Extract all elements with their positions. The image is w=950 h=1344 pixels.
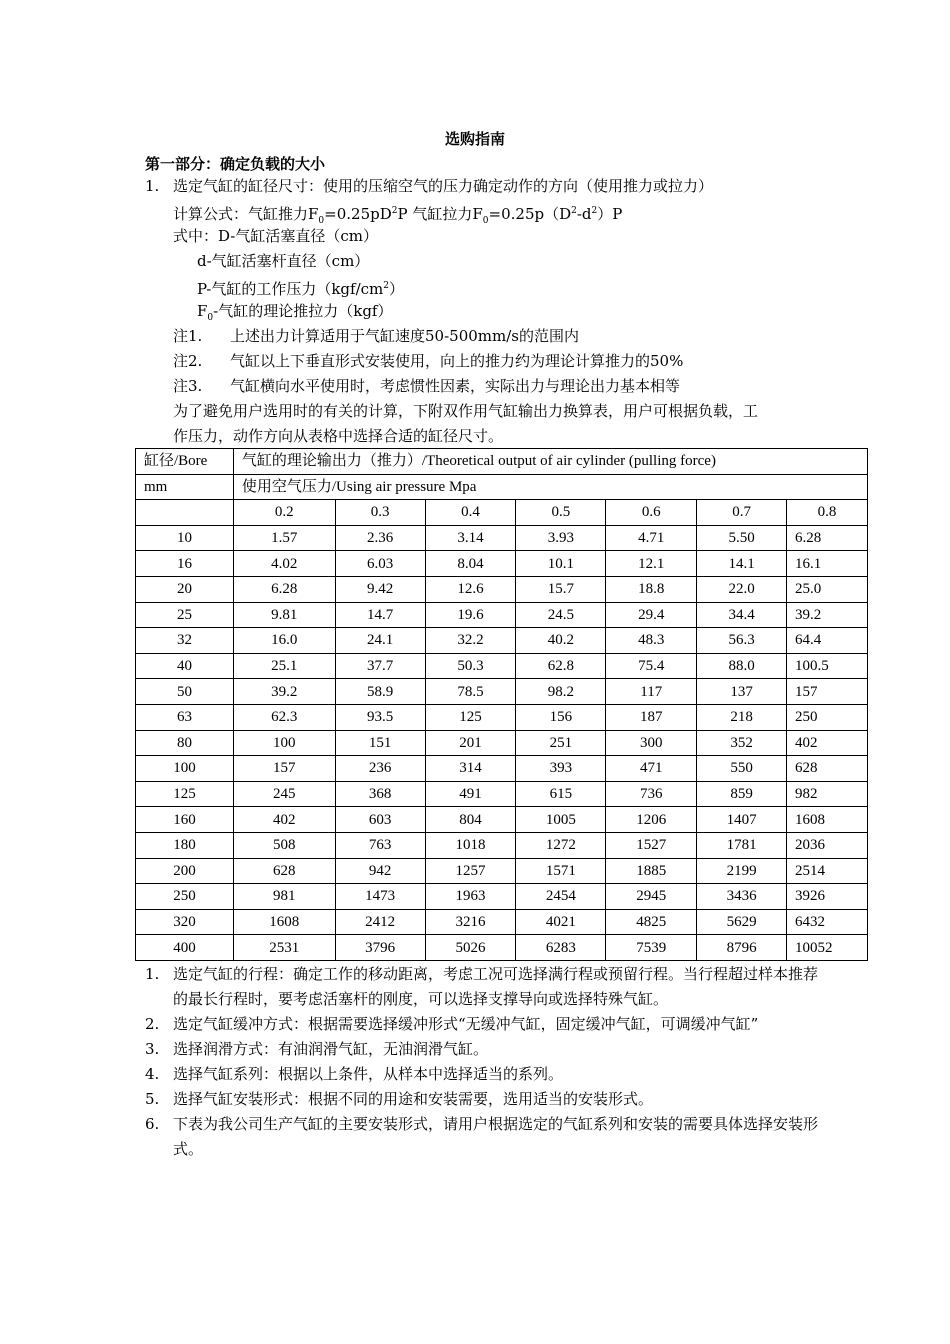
list-item-text: 选择气缸系列：根据以上条件，从样本中选择适当的系列。	[173, 1065, 564, 1083]
output-cell: 29.4	[606, 602, 697, 628]
list-item-text: 选定气缸的行程：确定工作的移动距离，考虑工况可选择满行程或预留行程。当行程超过样本推荐的最长行程时，要考虑活塞杆的刚度，可以选择支撑导向或选择特殊气缸。	[173, 965, 819, 1008]
bore-cell: 16	[136, 551, 234, 577]
bore-cell: 25	[136, 602, 234, 628]
output-cell: 804	[425, 807, 516, 833]
formula-sub: 0	[318, 216, 325, 226]
output-cell: 859	[697, 781, 787, 807]
output-cell: 19.6	[425, 602, 516, 628]
definition-text: -气缸的理论推拉力（kgf）	[213, 302, 393, 320]
list-item-number: 3.	[145, 1040, 160, 1058]
pressure-row	[136, 500, 868, 526]
definition-sup: 2	[383, 281, 389, 291]
output-cell: 1963	[425, 884, 516, 910]
output-cell: 16.0	[233, 628, 335, 654]
output-cell: 24.5	[516, 602, 606, 628]
pressure-value: 0.3	[335, 500, 425, 526]
note-label: 注2.	[173, 352, 203, 370]
output-cell: 1608	[787, 807, 868, 833]
output-cell: 236	[335, 756, 425, 782]
bore-cell: 63	[136, 704, 234, 730]
output-cell: 3796	[335, 935, 425, 961]
formula-sup: 2	[391, 206, 398, 216]
output-cell: 12.6	[425, 576, 516, 602]
output-cell: 615	[516, 781, 606, 807]
output-cell: 1885	[606, 858, 697, 884]
output-cell: 4825	[606, 909, 697, 935]
table-row	[136, 653, 868, 679]
formula-sub: 0	[482, 216, 489, 226]
output-cell: 3436	[697, 884, 787, 910]
output-cell: 201	[425, 730, 516, 756]
output-cell: 9.81	[233, 602, 335, 628]
output-cell: 14.7	[335, 602, 425, 628]
pressure-value: 0.8	[787, 500, 868, 526]
output-cell: 1608	[233, 909, 335, 935]
output-cell: 39.2	[233, 679, 335, 705]
output-cell: 5.50	[697, 525, 787, 551]
definition-p	[197, 276, 404, 299]
definition-sub: 0	[207, 313, 214, 323]
output-cell: 5629	[697, 909, 787, 935]
item-cylinder-bore	[145, 176, 713, 196]
output-cell: 981	[233, 884, 335, 910]
pressure-value: 0.4	[425, 500, 516, 526]
output-cell: 6283	[516, 935, 606, 961]
formula-part: -d	[576, 205, 592, 223]
output-cell: 157	[787, 679, 868, 705]
bore-cell: 180	[136, 832, 234, 858]
output-cell: 763	[335, 832, 425, 858]
list-item-text: 选择润滑方式：有油润滑气缸，无油润滑气缸。	[173, 1040, 489, 1058]
output-cell: 3216	[425, 909, 516, 935]
definition-text: ）	[389, 280, 405, 298]
output-cell: 10052	[787, 935, 868, 961]
list-item-number: 1.	[145, 965, 160, 983]
output-cell: 6.28	[233, 576, 335, 602]
output-cell: 736	[606, 781, 697, 807]
output-cell: 628	[233, 858, 335, 884]
output-cell: 125	[425, 704, 516, 730]
note-1	[173, 326, 579, 346]
output-cell: 34.4	[697, 602, 787, 628]
output-cell: 402	[233, 807, 335, 833]
output-cell: 58.9	[335, 679, 425, 705]
output-cell: 157	[233, 756, 335, 782]
item-text: 选定气缸的缸径尺寸：使用的压缩空气的压力确定动作的方向（使用推力或拉力）	[173, 177, 714, 195]
output-cell: 56.3	[697, 628, 787, 654]
output-cell: 603	[335, 807, 425, 833]
formula-part: =0.25pD	[324, 205, 392, 223]
output-cell: 48.3	[606, 628, 697, 654]
table-header-row	[136, 474, 868, 500]
output-cell: 2412	[335, 909, 425, 935]
output-cell: 352	[697, 730, 787, 756]
note-label: 注1.	[173, 327, 203, 345]
output-cell: 1.57	[233, 525, 335, 551]
output-cell: 7539	[606, 935, 697, 961]
output-cell: 75.4	[606, 653, 697, 679]
output-cell: 1005	[516, 807, 606, 833]
output-cell: 14.1	[697, 551, 787, 577]
bore-cell: 10	[136, 525, 234, 551]
note-2	[173, 351, 683, 371]
output-cell: 2199	[697, 858, 787, 884]
pressure-header: 使用空气压力/Using air pressure Mpa	[233, 474, 867, 500]
list-item-number: 4.	[145, 1065, 160, 1083]
output-cell: 15.7	[516, 576, 606, 602]
output-cell: 78.5	[425, 679, 516, 705]
output-cell: 2531	[233, 935, 335, 961]
output-cell: 2514	[787, 858, 868, 884]
bore-cell: 400	[136, 935, 234, 961]
table-row	[136, 884, 868, 910]
list-item	[145, 1062, 825, 1087]
output-cell: 8796	[697, 935, 787, 961]
bore-cell: 20	[136, 576, 234, 602]
table-row	[136, 730, 868, 756]
output-cell: 6432	[787, 909, 868, 935]
output-cell: 368	[335, 781, 425, 807]
pressure-value: 0.2	[233, 500, 335, 526]
output-cell: 137	[697, 679, 787, 705]
list-item	[145, 1037, 825, 1062]
intro-paragraph-line-2: 作压力，动作方向从表格中选择合适的缸径尺寸。	[173, 427, 504, 445]
output-header: 气缸的理论输出力（推力）/Theoretical output of air cylinder (pulling force)	[233, 449, 867, 475]
output-cell: 16.1	[787, 551, 868, 577]
list-item-text: 下表为我公司生产气缸的主要安装形式，请用户根据选定的气缸系列和安装的需要具体选择安装形式。	[173, 1115, 819, 1158]
output-cell: 1407	[697, 807, 787, 833]
formula-part: P 气缸拉力F	[397, 205, 483, 223]
output-cell: 251	[516, 730, 606, 756]
output-cell: 1781	[697, 832, 787, 858]
output-cell: 22.0	[697, 576, 787, 602]
output-cell: 1571	[516, 858, 606, 884]
table-row	[136, 935, 868, 961]
note-text: 气缸横向水平使用时，考虑惯性因素，实际出力与理论出力基本相等	[230, 377, 681, 395]
output-cell: 250	[787, 704, 868, 730]
note-text: 上述出力计算适用于气缸速度50-500mm/s的范围内	[230, 327, 579, 345]
output-cell: 218	[697, 704, 787, 730]
bore-cell: 200	[136, 858, 234, 884]
note-label: 注3.	[173, 377, 203, 395]
intro-paragraph-line-1: 为了避免用户选用时的有关的计算，下附双作用气缸输出力换算表，用户可根据负载，工	[173, 402, 759, 420]
list-item-number: 2.	[145, 1015, 160, 1033]
output-cell: 1257	[425, 858, 516, 884]
output-cell: 9.42	[335, 576, 425, 602]
page-title: 选购指南	[444, 130, 505, 148]
output-cell: 1018	[425, 832, 516, 858]
where-line: 式中：D-气缸活塞直径（cm）	[173, 227, 378, 245]
table-row	[136, 832, 868, 858]
table-row	[136, 525, 868, 551]
pressure-value: 0.5	[516, 500, 606, 526]
output-cell: 6.03	[335, 551, 425, 577]
output-cell: 550	[697, 756, 787, 782]
formula-part: 计算公式：气缸推力F	[173, 205, 319, 223]
output-cell: 151	[335, 730, 425, 756]
output-cell: 491	[425, 781, 516, 807]
output-cell: 50.3	[425, 653, 516, 679]
output-cell: 1473	[335, 884, 425, 910]
formula-sup: 2	[591, 206, 598, 216]
table-row	[136, 628, 868, 654]
output-cell: 187	[606, 704, 697, 730]
list-item-number: 6.	[145, 1115, 160, 1133]
output-cell: 12.1	[606, 551, 697, 577]
output-cell: 25.0	[787, 576, 868, 602]
output-cell: 8.04	[425, 551, 516, 577]
list-item	[145, 1112, 825, 1162]
table-row	[136, 781, 868, 807]
output-cell: 156	[516, 704, 606, 730]
list-item	[145, 962, 825, 1012]
note-3	[173, 376, 680, 396]
output-cell: 24.1	[335, 628, 425, 654]
output-cell: 88.0	[697, 653, 787, 679]
output-cell: 2454	[516, 884, 606, 910]
bore-cell: 80	[136, 730, 234, 756]
table-row	[136, 909, 868, 935]
table-row	[136, 551, 868, 577]
bore-cell: 40	[136, 653, 234, 679]
output-cell: 471	[606, 756, 697, 782]
output-cell: 508	[233, 832, 335, 858]
bore-header: 缸径/Bore	[136, 449, 234, 475]
output-cell: 2945	[606, 884, 697, 910]
output-cell: 62.3	[233, 704, 335, 730]
output-cell: 1527	[606, 832, 697, 858]
bore-cell: 320	[136, 909, 234, 935]
output-cell: 62.8	[516, 653, 606, 679]
bore-cell: 32	[136, 628, 234, 654]
output-cell: 100.5	[787, 653, 868, 679]
output-cell: 64.4	[787, 628, 868, 654]
formula-part: ）P	[597, 205, 623, 223]
output-cell: 32.2	[425, 628, 516, 654]
table-row	[136, 704, 868, 730]
definition-f0	[197, 301, 392, 328]
table-row	[136, 602, 868, 628]
output-cell: 93.5	[335, 704, 425, 730]
definition-text: P-气缸的工作压力（kgf/cm	[197, 280, 384, 298]
output-cell: 2036	[787, 832, 868, 858]
table-row	[136, 858, 868, 884]
output-cell: 942	[335, 858, 425, 884]
bore-cell: 50	[136, 679, 234, 705]
output-cell: 4021	[516, 909, 606, 935]
output-cell: 4.71	[606, 525, 697, 551]
definition-d: d-气缸活塞杆直径（cm）	[197, 252, 370, 270]
selection-steps-list	[145, 962, 825, 1162]
table-cell	[136, 500, 234, 526]
output-cell: 245	[233, 781, 335, 807]
output-cell: 3926	[787, 884, 868, 910]
output-cell: 1272	[516, 832, 606, 858]
output-cell: 10.1	[516, 551, 606, 577]
output-cell: 25.1	[233, 653, 335, 679]
output-cell: 40.2	[516, 628, 606, 654]
output-cell: 2.36	[335, 525, 425, 551]
definition-text: F	[197, 302, 208, 320]
output-cell: 628	[787, 756, 868, 782]
output-cell: 100	[233, 730, 335, 756]
table-header-row	[136, 449, 868, 475]
list-item-text: 选定气缸缓冲方式：根据需要选择缓冲形式“无缓冲气缸，固定缓冲气缸，可调缓冲气缸”	[173, 1015, 759, 1033]
output-cell: 3.93	[516, 525, 606, 551]
bore-unit-header: mm	[136, 474, 234, 500]
output-cell: 37.7	[335, 653, 425, 679]
list-item	[145, 1012, 825, 1037]
list-item	[145, 1087, 825, 1112]
output-cell: 39.2	[787, 602, 868, 628]
list-item-number: 5.	[145, 1090, 160, 1108]
bore-cell: 250	[136, 884, 234, 910]
note-text: 气缸以上下垂直形式安装使用，向上的推力约为理论计算推力的50%	[230, 352, 684, 370]
table-row	[136, 756, 868, 782]
table-row	[136, 807, 868, 833]
table-row	[136, 679, 868, 705]
output-cell: 300	[606, 730, 697, 756]
output-cell: 393	[516, 756, 606, 782]
bore-cell: 100	[136, 756, 234, 782]
formula-part: =0.25p（D	[488, 205, 572, 223]
output-cell: 98.2	[516, 679, 606, 705]
output-cell: 117	[606, 679, 697, 705]
cylinder-output-table	[135, 448, 868, 961]
output-cell: 6.28	[787, 525, 868, 551]
output-cell: 314	[425, 756, 516, 782]
output-cell: 3.14	[425, 525, 516, 551]
formula-sup: 2	[571, 206, 577, 216]
pressure-value: 0.6	[606, 500, 697, 526]
output-cell: 4.02	[233, 551, 335, 577]
output-cell: 1206	[606, 807, 697, 833]
item-number: 1.	[145, 177, 160, 195]
output-cell: 18.8	[606, 576, 697, 602]
list-item-text: 选择气缸安装形式：根据不同的用途和安装需要，选用适当的安装形式。	[173, 1090, 654, 1108]
output-cell: 5026	[425, 935, 516, 961]
bore-cell: 160	[136, 807, 234, 833]
output-cell: 402	[787, 730, 868, 756]
table-row	[136, 576, 868, 602]
output-cell: 982	[787, 781, 868, 807]
pressure-value: 0.7	[697, 500, 787, 526]
section-heading: 第一部分：确定负载的大小	[145, 155, 326, 173]
bore-cell: 125	[136, 781, 234, 807]
